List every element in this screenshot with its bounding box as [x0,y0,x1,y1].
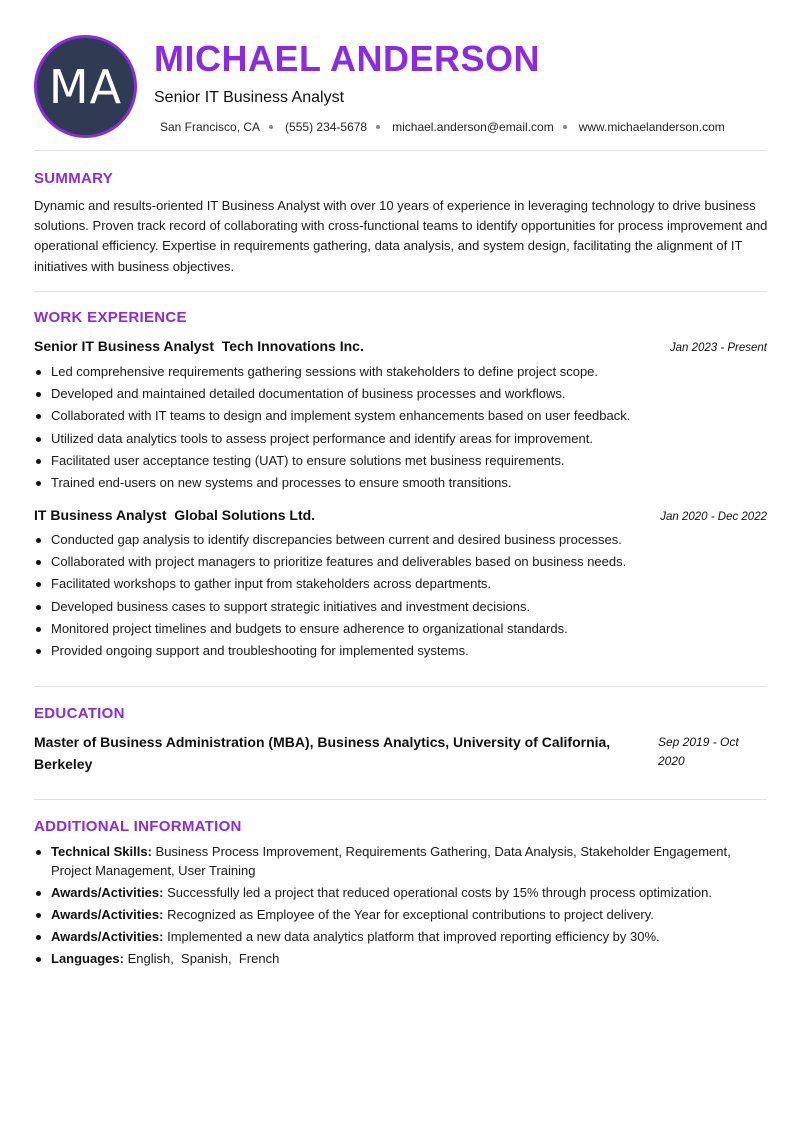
list-item [51,884,767,903]
contact-phone[interactable]: (555) 234-5678 [285,120,368,134]
list-item [51,950,767,969]
additional-list [51,843,767,972]
avatar-initials: MA [48,59,123,114]
divider [34,799,767,800]
list-item: Trained end-users on new systems and processes to ensure smooth transitions. [51,472,767,494]
job-date: Jan 2023 - Present [669,342,767,354]
item-label: Awards/Activities: [51,928,164,944]
education-date: Sep 2019 - Oct 2020 [658,735,739,768]
item-text: Successfully led a project that reduced operational costs by 15% through process optimization. [163,884,712,900]
list-item: Developed and maintained detailed documentation of business processes and workflows. [51,383,767,405]
summary-text: Dynamic and results-oriented IT Business Analyst with over 10 years of experience in leveraging technology to drive business solutions. Proven track record of collaborating with cross-functional teams to identify opportunities for process improvement and operational efficiency. Expertise in requirements gathering, data analysis, and system design, facilitating the alignment of IT initiatives with business objectives. [34,198,768,274]
list-item: Developed business cases to support strategic initiatives and investment decisions. [51,596,767,618]
job-header [34,338,767,354]
item-text: Recognized as Employee of the Year for exceptional contributions to project delivery. [163,906,654,922]
job-bullets [51,361,767,494]
divider [34,291,767,292]
summary-heading: SUMMARY [34,170,114,187]
list-item [51,906,767,925]
item-label: Languages: [51,951,124,966]
list-item: Led comprehensive requirements gathering sessions with stakeholders to define project scope. [51,361,767,383]
list-item: Conducted gap analysis to identify discrepancies between current and desired business processes. [51,529,767,551]
education-heading: EDUCATION [34,705,125,722]
item-label: Technical Skills: [51,844,152,859]
list-item [51,843,767,880]
list-item: Provided ongoing support and troubleshooting for implemented systems. [51,640,767,662]
contact-email[interactable]: michael.anderson@email.com [392,120,554,134]
contact-website[interactable]: www.michaelanderson.com [578,120,725,134]
education-degree: Master of Business Administration (MBA), Business Analytics, University of California, Berkeley [34,734,611,772]
experience-heading: WORK EXPERIENCE [34,309,187,326]
avatar [34,35,137,138]
divider [34,686,767,687]
item-label: Awards/Activities: [51,906,164,922]
list-item: Collaborated with IT teams to design and implement system enhancements based on user feedback. [51,405,767,427]
separator-dot-icon [269,125,273,129]
job-title: Senior IT Business Analyst Tech Innovations Inc. [34,338,364,354]
list-item [51,928,767,947]
list-item: Collaborated with project managers to prioritize features and deliverables based on business needs. [51,551,767,573]
job-header [34,507,767,523]
list-item: Facilitated workshops to gather input from stakeholders across departments. [51,573,767,595]
job-date: Jan 2020 - Dec 2022 [660,511,767,523]
job-bullets [51,529,767,662]
separator-dot-icon [563,125,567,129]
candidate-role: Senior IT Business Analyst [154,89,345,106]
divider [34,150,767,151]
item-text: English, Spanish, French [123,951,280,966]
item-label: Awards/Activities: [51,884,164,900]
list-item: Facilitated user acceptance testing (UAT) to ensure solutions met business requirements. [51,450,767,472]
candidate-name: MICHAEL ANDERSON [154,38,541,79]
list-item: Utilized data analytics tools to assess project performance and identify areas for improvement. [51,428,767,450]
contact-bar [160,120,725,134]
item-text: Implemented a new data analytics platform that improved reporting efficiency by 30%. [163,928,660,944]
additional-heading: ADDITIONAL INFORMATION [34,818,242,835]
list-item: Monitored project timelines and budgets to ensure adherence to organizational standards. [51,618,767,640]
item-text: Business Process Improvement, Requirements Gathering, Data Analysis, Stakeholder Engagement, Project Management, User Training [51,844,731,878]
separator-dot-icon [376,125,380,129]
contact-location: San Francisco, CA [160,120,261,134]
job-title: IT Business Analyst Global Solutions Ltd. [34,507,316,523]
